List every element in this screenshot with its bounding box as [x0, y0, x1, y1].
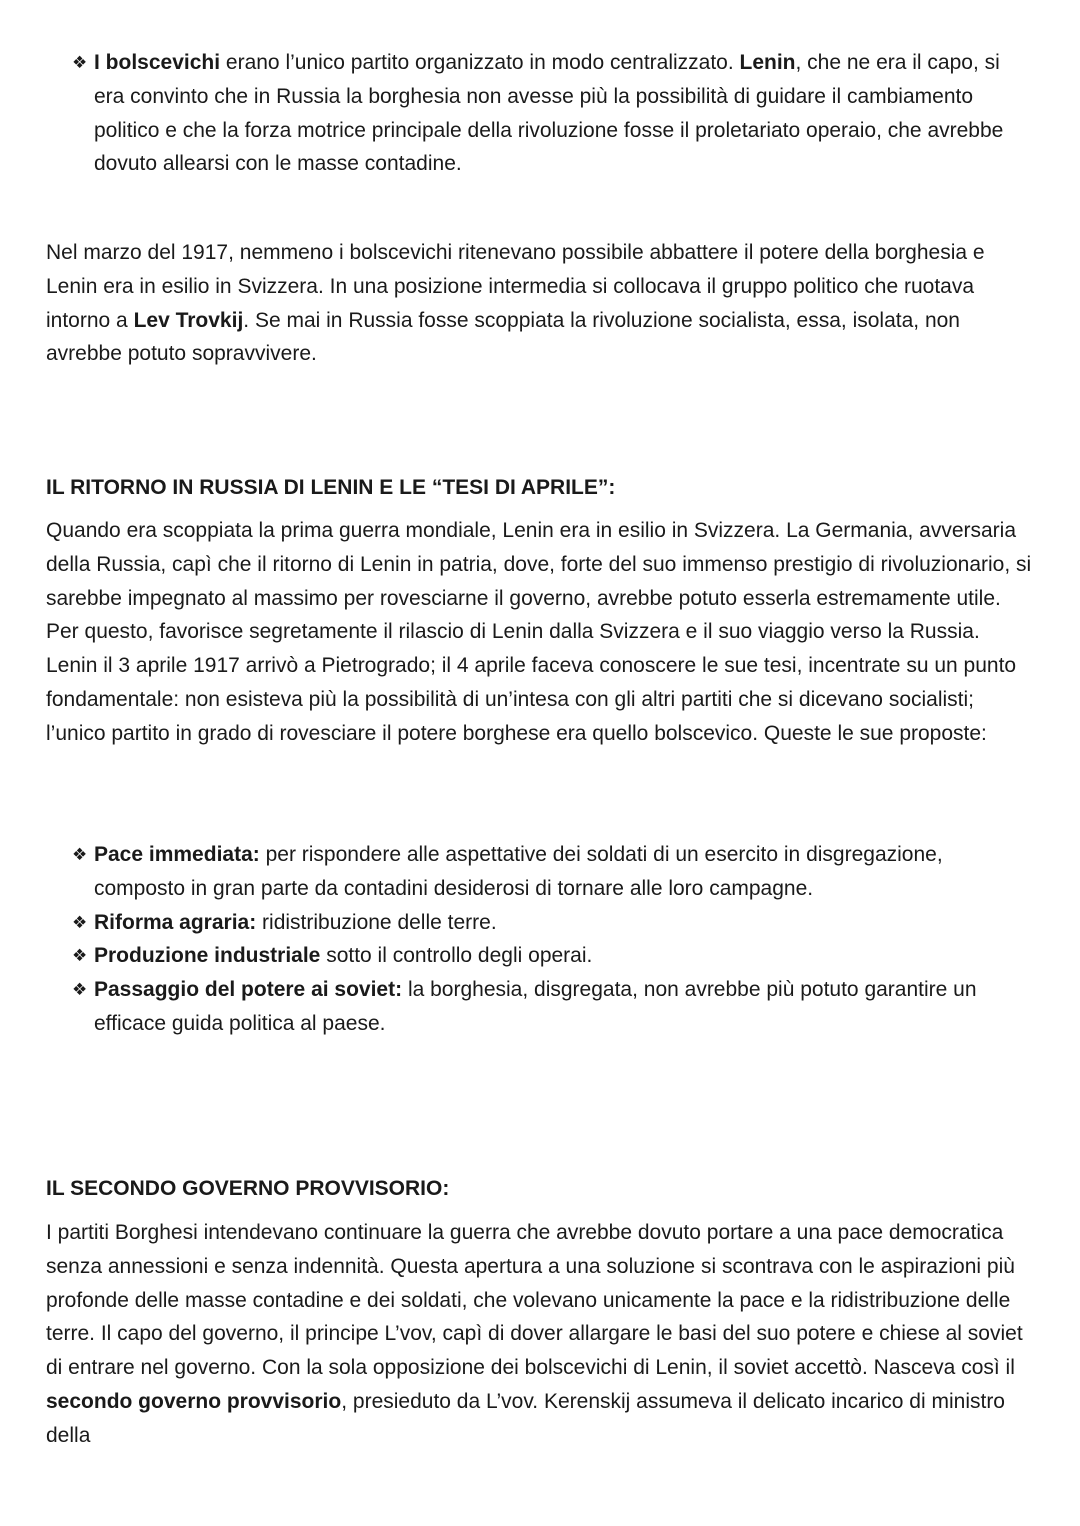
- list-item: ❖ Produzione industriale sotto il controllo degli operai.: [72, 939, 1038, 973]
- bold-term: secondo governo provvisorio: [46, 1389, 342, 1413]
- bold-term: Lev Trovkij: [133, 308, 244, 332]
- paragraph-return: Quando era scoppiata la prima guerra mondiale, Lenin era in esilio in Svizzera. La Germania, avversaria della Russia, capì che il ritorno di Lenin in patria, dove, forte del suo immenso prestigio di rivoluzionario, si sarebbe impegnato al massimo per rovesciarne il governo, avrebbe potuto esserla estremamente utile. Per questo, favorisce segretamente il rilascio di Lenin dalla Svizzera e il suo viaggio verso la Russia. Lenin il 3 aprile 1917 arrivò a Pietrogrado; il 4 aprile faceva conoscere le sue tesi, incentrate su un punto fondamentale: non esisteva più la possibilità di un’intesa con gli altri partiti che si dicevano socialisti; l’unico partito in grado di rovesciare il potere borghese era quello bolscevico. Queste le sue proposte:: [46, 519, 1032, 745]
- bold-term: Riforma agraria:: [94, 910, 257, 934]
- diamond-bullet-icon: ❖: [72, 845, 88, 864]
- diamond-bullet-icon: ❖: [72, 946, 88, 966]
- list-item: ❖ Pace immediata: per rispondere alle aspettative dei soldati di un esercito in disgregazione, composto in gran parte da contadini desiderosi di tornare alle loro campagne.: [72, 838, 1038, 906]
- diamond-bullet-icon: ❖: [72, 980, 88, 1000]
- section-heading-second-government: IL SECONDO GOVERNO PROVVISORIO:: [46, 1177, 450, 1200]
- section-heading-return: IL RITORNO IN RUSSIA DI LENIN E LE “TESI DI APRILE”:: [46, 476, 616, 499]
- list-item: ❖ Riforma agraria: ridistribuzione delle terre.: [72, 906, 1038, 940]
- list-item: ❖ Passaggio del potere ai soviet: la borghesia, disgregata, non avrebbe più potuto garantire un efficace guida politica al paese.: [72, 973, 1038, 1041]
- paragraph-second-government: I partiti Borghesi intendevano continuare la guerra che avrebbe dovuto portare a una pace democratica senza annessioni e senza indennità. Questa apertura a una soluzione si scontrava con le aspirazioni più profonde delle masse contadine e dei soldati, che volevano unicamente la pace e la ridistribuzione delle terre. Il capo del governo, il principe L’vov, capì di dover allargare le basi del suo potere e chiese al soviet di entrare nel governo. Con la sola opposizione dei bolscevichi di Lenin, il soviet accettò. Nasceva così il secondo governo provvisorio, presieduto da L’vov. Kerenskij assumeva il delicato incarico di ministro della: [46, 1221, 1023, 1447]
- intro-bullet-list: [72, 46, 1032, 181]
- diamond-bullet-icon: ❖: [72, 912, 88, 932]
- bold-term: Lenin: [739, 51, 796, 74]
- list-item: ❖ I bolscevichi erano l’unico partito organizzato in modo centralizzato. Lenin, che ne era il capo, si era convinto che in Russia la borghesia non avesse più la possibilità di guidare il cambiamento politico e che la forza motrice principale della rivoluzione fosse il proletariato operaio, che avrebbe dovuto allearsi con le masse contadine.: [72, 46, 1032, 181]
- diamond-bullet-icon: ❖: [72, 53, 88, 72]
- bold-term: I bolscevichi: [94, 51, 221, 74]
- paragraph-march-1917: Nel marzo del 1917, nemmeno i bolscevichi ritenevano possibile abbattere il potere della borghesia e Lenin era in esilio in Svizzera. In una posizione intermedia si collocava il gruppo politico che ruotava intorno a Lev Trovkij. Se mai in Russia fosse scoppiata la rivoluzione socialista, essa, isolata, non avrebbe potuto sopravvivere.: [46, 241, 985, 366]
- bold-term: Produzione industriale: [94, 944, 321, 968]
- bold-term: Pace immediata:: [94, 843, 260, 866]
- theses-bullet-list: [72, 838, 1038, 1041]
- bold-term: Passaggio del potere ai soviet:: [94, 978, 403, 1002]
